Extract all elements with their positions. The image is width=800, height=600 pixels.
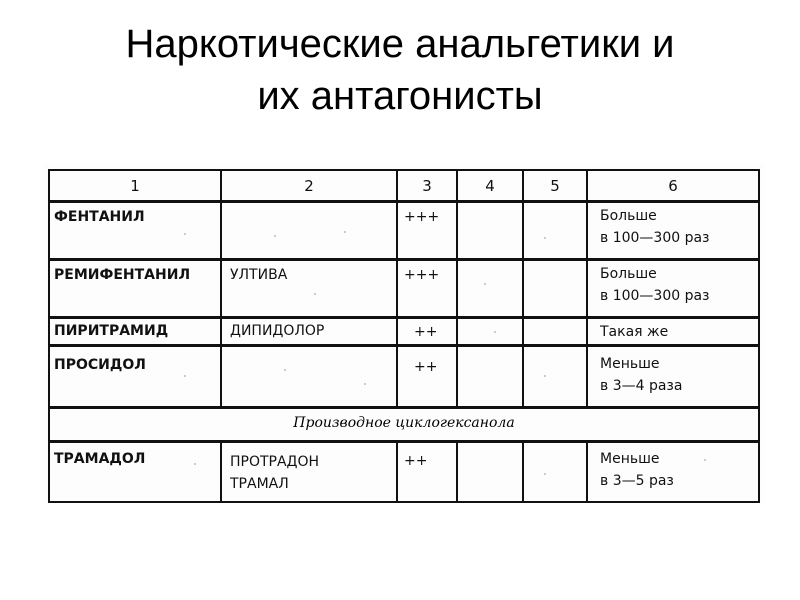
row-divider	[48, 344, 760, 347]
potency-note	[600, 448, 674, 492]
scan-noise-speck	[184, 375, 186, 377]
drug-name: ПИРИТРАМИД	[54, 323, 169, 339]
column-divider	[396, 169, 398, 408]
potency-note-line: в 100—300 раз	[600, 230, 710, 246]
scanned-table-image	[44, 163, 764, 503]
column-divider	[220, 169, 222, 408]
scan-noise-speck	[484, 283, 486, 285]
potency-marks: ++	[414, 324, 438, 340]
potency-note	[600, 353, 682, 397]
title-line-1: Наркотические анальгетики и	[125, 22, 675, 66]
column-divider	[522, 169, 524, 408]
potency-note-line: Меньше	[600, 356, 660, 372]
column-header-5: 5	[550, 177, 560, 195]
drug-name: РЕМИФЕНТАНИЛ	[54, 267, 191, 283]
column-header-4: 4	[485, 177, 495, 195]
column-divider	[586, 169, 588, 408]
column-divider	[396, 441, 398, 503]
section-label: Производное циклогексанола	[293, 415, 515, 431]
potency-marks: ++	[414, 359, 438, 375]
title-line-2: их антагонисты	[257, 74, 543, 118]
drug-table	[44, 163, 764, 503]
scan-noise-speck	[194, 463, 196, 465]
potency-note	[600, 263, 710, 307]
scan-noise-speck	[364, 383, 366, 385]
table-top-border	[48, 169, 760, 171]
scan-noise-speck	[704, 459, 706, 461]
scan-noise-speck	[284, 369, 286, 371]
scan-noise-speck	[274, 235, 276, 237]
trade-name	[230, 451, 319, 495]
table-left-border	[48, 169, 50, 503]
potency-note-line: Больше	[600, 208, 657, 224]
column-header-3: 3	[422, 177, 432, 195]
scan-noise-speck	[344, 231, 346, 233]
header-bottom-border	[48, 200, 760, 203]
row-divider	[48, 440, 760, 443]
column-header-1: 1	[130, 177, 140, 195]
column-header-2: 2	[304, 177, 314, 195]
column-divider	[456, 441, 458, 503]
drug-name: ТРАМАДОЛ	[54, 451, 146, 467]
potency-marks: +++	[404, 267, 440, 283]
potency-note-line: в 3—5 раз	[600, 473, 674, 489]
scan-noise-speck	[544, 473, 546, 475]
row-divider	[48, 258, 760, 261]
potency-note: Такая же	[600, 324, 669, 340]
column-divider	[456, 169, 458, 408]
potency-marks: ++	[404, 453, 428, 469]
trade-name-line: ПРОТРАДОН	[230, 454, 320, 470]
column-divider	[586, 441, 588, 503]
potency-note-line: в 3—4 раза	[600, 378, 683, 394]
trade-name-line: ТРАМАЛ	[230, 476, 289, 492]
column-divider	[522, 441, 524, 503]
potency-note-line: в 100—300 раз	[600, 288, 710, 304]
table-right-border	[758, 169, 760, 503]
potency-marks: +++	[404, 209, 440, 225]
potency-note	[600, 205, 710, 249]
trade-name: УЛТИВА	[230, 267, 288, 283]
table-bottom-border	[48, 501, 760, 503]
row-divider	[48, 316, 760, 319]
potency-note-line: Больше	[600, 266, 657, 282]
row-divider	[48, 406, 760, 409]
scan-noise-speck	[184, 233, 186, 235]
drug-name: ПРОСИДОЛ	[54, 357, 146, 373]
column-header-6: 6	[668, 177, 678, 195]
scan-noise-speck	[314, 293, 316, 295]
scan-noise-speck	[544, 237, 546, 239]
scan-noise-speck	[494, 331, 496, 333]
trade-name: ДИПИДОЛОР	[230, 323, 325, 339]
potency-note-line: Меньше	[600, 451, 660, 467]
column-divider	[220, 441, 222, 503]
slide-title	[0, 18, 800, 122]
scan-noise-speck	[544, 375, 546, 377]
drug-name: ФЕНТАНИЛ	[54, 209, 145, 225]
